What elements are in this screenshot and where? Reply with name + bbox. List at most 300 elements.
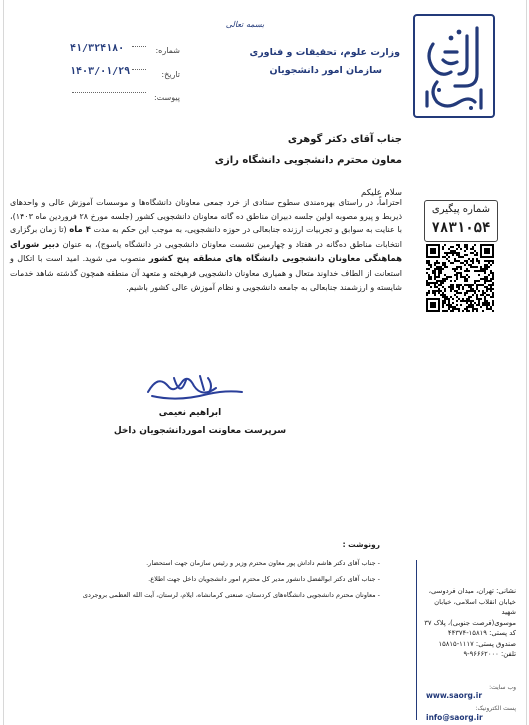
qr-module [442, 306, 444, 308]
qr-module [488, 266, 490, 268]
qr-module [474, 244, 476, 246]
qr-module [448, 306, 450, 308]
body-bold-position: دبیر شورای هماهنگی معاونان دانشجویی دانشگاه های منطقه پنج کشور [10, 239, 402, 265]
qr-module [492, 278, 494, 280]
qr-module [466, 306, 468, 308]
qr-module [460, 274, 462, 276]
qr-module [458, 246, 460, 248]
qr-module [472, 306, 474, 308]
qr-module [482, 284, 484, 286]
page-border-left [3, 0, 4, 725]
qr-module [466, 274, 468, 276]
address-block [420, 586, 516, 660]
qr-module [438, 290, 440, 292]
qr-module [490, 290, 492, 292]
qr-module [426, 280, 428, 282]
qr-module [476, 260, 478, 262]
qr-module [478, 290, 480, 292]
letter-number-dots [132, 46, 146, 47]
qr-module [448, 256, 450, 258]
qr-module [466, 246, 468, 248]
attachment-label: پیوست: [153, 93, 180, 102]
qr-module [442, 248, 444, 250]
qr-module [426, 262, 428, 264]
tracking-label: شماره پیگیری [431, 204, 491, 215]
qr-module [462, 256, 464, 258]
qr-module [442, 296, 444, 298]
signature-name-block [120, 400, 260, 419]
qr-module [466, 298, 468, 300]
qr-module [492, 274, 494, 276]
qr-module [480, 284, 482, 286]
qr-module [492, 262, 494, 264]
qr-module [492, 288, 494, 290]
qr-module [486, 278, 488, 280]
qr-module [450, 246, 452, 248]
qr-module [426, 260, 428, 262]
qr-module [476, 252, 478, 254]
qr-module [490, 278, 492, 280]
qr-module [458, 292, 460, 294]
qr-module [442, 280, 444, 282]
qr-module [474, 282, 476, 284]
page-border-right [526, 0, 527, 725]
qr-module [466, 270, 468, 272]
qr-module [456, 308, 458, 310]
qr-module [466, 278, 468, 280]
qr-module [444, 244, 446, 246]
qr-module [480, 294, 482, 296]
qr-module [434, 276, 436, 278]
qr-module [448, 300, 450, 302]
qr-module [434, 290, 436, 292]
qr-module [454, 270, 456, 272]
date-label: تاریخ: [161, 70, 180, 79]
footer-divider [416, 560, 417, 720]
qr-module [440, 266, 442, 268]
qr-module [482, 304, 484, 306]
qr-module [440, 282, 442, 284]
qr-module [466, 284, 468, 286]
qr-module [434, 268, 436, 270]
qr-module [492, 272, 494, 274]
qr-module [478, 284, 480, 286]
qr-module [470, 296, 472, 298]
qr-module [452, 286, 454, 288]
qr-module [476, 294, 478, 296]
qr-module [466, 280, 468, 282]
qr-module [472, 308, 474, 310]
qr-module [476, 280, 478, 282]
basmala-block [215, 12, 275, 31]
qr-module [488, 260, 490, 262]
qr-module [476, 304, 478, 306]
qr-module [486, 276, 488, 278]
qr-module [456, 254, 458, 256]
qr-module [452, 298, 454, 300]
qr-module [428, 262, 430, 264]
qr-module [488, 308, 490, 310]
qr-module [468, 264, 470, 266]
qr-module [458, 288, 460, 290]
organization-name: سازمان امور دانشجویان [269, 65, 382, 76]
qr-module [450, 250, 452, 252]
qr-module [456, 286, 458, 288]
qr-module [478, 274, 480, 276]
qr-module [474, 290, 476, 292]
qr-module [482, 268, 484, 270]
qr-module [458, 310, 460, 312]
qr-module [490, 296, 492, 298]
qr-module [472, 310, 474, 312]
qr-module [486, 260, 488, 262]
email-block[interactable] [426, 705, 483, 724]
qr-module [452, 254, 454, 256]
body-bold-duration: ۴ ماه [69, 225, 91, 236]
qr-module [456, 278, 458, 280]
qr-module [438, 288, 440, 290]
qr-module [456, 276, 458, 278]
qr-module [438, 276, 440, 278]
qr-code-icon [426, 244, 494, 312]
qr-module [474, 270, 476, 272]
qr-module [464, 244, 466, 246]
qr-module [492, 310, 494, 312]
qr-module [488, 294, 490, 296]
recipient-title: معاون محترم دانشجویی دانشگاه رازی [214, 155, 402, 166]
qr-module [486, 264, 488, 266]
qr-module [484, 298, 486, 300]
qr-module [476, 308, 478, 310]
qr-module [458, 286, 460, 288]
logo-mark-icon [415, 16, 493, 116]
qr-module [484, 276, 486, 278]
qr-module [464, 246, 466, 248]
qr-module [470, 288, 472, 290]
qr-module [448, 260, 450, 262]
qr-module [492, 300, 494, 302]
qr-module [460, 256, 462, 258]
qr-module [452, 246, 454, 248]
qr-module [476, 266, 478, 268]
qr-module [470, 260, 472, 262]
qr-module [486, 300, 488, 302]
qr-module [484, 268, 486, 270]
qr-module [446, 258, 448, 260]
qr-module [490, 264, 492, 266]
address-line: خیابان انقلاب اسلامی، خیابان شهید [434, 597, 516, 616]
qr-module [456, 248, 458, 250]
qr-module [478, 300, 480, 302]
qr-module [468, 306, 470, 308]
qr-module [444, 302, 446, 304]
qr-module [430, 286, 432, 288]
qr-module [456, 266, 458, 268]
qr-module [452, 284, 454, 286]
qr-module [474, 254, 476, 256]
qr-module [472, 300, 474, 302]
qr-module [482, 292, 484, 294]
qr-module [480, 306, 482, 308]
qr-module [466, 292, 468, 294]
qr-module [478, 260, 480, 262]
body-part-3: منصوب می شوید. امید است با اتکال و استعانت از الطاف خداوند متعال و همیاری معاونان دانشجویی فرهیخته و متعهد آن منطقه همچون گذشته شاهد خدمات شایسته و ارزشمند جنابعالی به جامعه دانشجویی و نظام آموزش عالی کشور باشیم. [10, 254, 402, 292]
qr-module [442, 264, 444, 266]
qr-module [442, 302, 444, 304]
qr-module [440, 268, 442, 270]
qr-module [438, 266, 440, 268]
qr-module [490, 284, 492, 286]
qr-module [446, 304, 448, 306]
qr-module [444, 274, 446, 276]
website-label: وب سایت: [489, 684, 516, 691]
qr-module [452, 302, 454, 304]
qr-module [438, 284, 440, 286]
qr-module [478, 302, 480, 304]
qr-module [484, 280, 486, 282]
qr-module [450, 306, 452, 308]
qr-module [460, 268, 462, 270]
qr-module [466, 254, 468, 256]
qr-module [436, 266, 438, 268]
qr-module [458, 244, 460, 246]
letter-number-block [70, 36, 124, 55]
qr-module [428, 264, 430, 266]
qr-module [480, 266, 482, 268]
qr-module [442, 304, 444, 306]
qr-module [456, 252, 458, 254]
ministry-block [200, 40, 400, 59]
cc-item: - جناب آقای دکتر هاشم داداش پور معاون محترم وزیر و رئیس سازمان جهت استحضار. [146, 559, 380, 567]
qr-module [476, 296, 478, 298]
qr-module [446, 252, 448, 254]
website-link[interactable]: www.saorg.ir [426, 691, 483, 700]
qr-module [444, 256, 446, 258]
qr-module [460, 292, 462, 294]
qr-module [442, 256, 444, 258]
date-value: ۱۴۰۳/۰۱/۲۹ [70, 66, 131, 77]
address-line: نشانی: تهران، میدان فردوسی، [428, 587, 516, 595]
qr-module [440, 280, 442, 282]
qr-module [486, 308, 488, 310]
qr-module [468, 258, 470, 260]
qr-module [492, 260, 494, 262]
qr-module [426, 292, 428, 294]
qr-module [474, 280, 476, 282]
qr-module [434, 282, 436, 284]
qr-module [448, 248, 450, 250]
qr-module [478, 270, 480, 272]
qr-module [476, 254, 478, 256]
qr-module [466, 260, 468, 262]
qr-module [442, 294, 444, 296]
qr-module [458, 284, 460, 286]
qr-module [480, 270, 482, 272]
qr-module [446, 278, 448, 280]
qr-module [490, 306, 492, 308]
qr-module [442, 286, 444, 288]
qr-module [430, 264, 432, 266]
date-block [70, 59, 130, 78]
qr-module [490, 272, 492, 274]
qr-module [486, 288, 488, 290]
qr-module [430, 266, 432, 268]
qr-module [490, 260, 492, 262]
email-label: پست الکترونیک: [475, 705, 516, 712]
qr-module [432, 290, 434, 292]
qr-module [484, 302, 486, 304]
qr-module [436, 260, 438, 262]
qr-module [490, 308, 492, 310]
qr-module [466, 300, 468, 302]
qr-module [490, 288, 492, 290]
qr-module [450, 252, 452, 254]
qr-module [484, 270, 486, 272]
qr-module [448, 298, 450, 300]
qr-module [454, 268, 456, 270]
qr-module [442, 310, 444, 312]
qr-module [488, 284, 490, 286]
qr-module [484, 304, 486, 306]
qr-module [470, 264, 472, 266]
qr-module [474, 292, 476, 294]
qr-module [490, 280, 492, 282]
qr-module [468, 284, 470, 286]
qr-module [452, 308, 454, 310]
qr-module [470, 248, 472, 250]
qr-module [444, 288, 446, 290]
qr-module [488, 302, 490, 304]
qr-module [426, 282, 428, 284]
qr-module [464, 294, 466, 296]
qr-module [468, 298, 470, 300]
qr-module [446, 298, 448, 300]
qr-module [480, 298, 482, 300]
qr-module [440, 272, 442, 274]
qr-module [468, 286, 470, 288]
qr-module [448, 276, 450, 278]
qr-module [474, 250, 476, 252]
qr-finder [484, 248, 490, 254]
qr-module [434, 286, 436, 288]
qr-module [492, 304, 494, 306]
qr-module [448, 302, 450, 304]
qr-module [486, 302, 488, 304]
qr-module [466, 268, 468, 270]
qr-module [486, 268, 488, 270]
qr-module [450, 288, 452, 290]
attachment-label-block [148, 85, 180, 104]
qr-module [470, 290, 472, 292]
cc-item: - جناب آقای دکتر ابوالفضل دانشور مدیر کل محترم امور دانشجویان داخل جهت اطلاع. [148, 575, 380, 583]
qr-module [446, 296, 448, 298]
qr-module [442, 300, 444, 302]
qr-module [488, 288, 490, 290]
qr-module [484, 260, 486, 262]
qr-module [430, 276, 432, 278]
letter-number-value: ۴۱/۳۲۴۱۸۰ [70, 43, 125, 54]
qr-module [470, 286, 472, 288]
qr-code [426, 244, 494, 312]
qr-module [466, 310, 468, 312]
qr-module [472, 246, 474, 248]
qr-module [454, 290, 456, 292]
qr-module [472, 294, 474, 296]
qr-module [428, 290, 430, 292]
qr-module [472, 248, 474, 250]
qr-module [428, 292, 430, 294]
qr-module [454, 306, 456, 308]
qr-module [464, 278, 466, 280]
qr-module [466, 308, 468, 310]
qr-module [428, 282, 430, 284]
qr-module [472, 258, 474, 260]
qr-module [454, 252, 456, 254]
qr-module [468, 290, 470, 292]
qr-module [478, 280, 480, 282]
qr-module [490, 286, 492, 288]
qr-module [472, 262, 474, 264]
qr-module [484, 272, 486, 274]
qr-module [492, 292, 494, 294]
email-link[interactable]: info@saorg.ir [426, 713, 483, 722]
qr-module [432, 272, 434, 274]
qr-module [444, 290, 446, 292]
salutation: سلام علیکم [361, 188, 402, 198]
qr-module [444, 298, 446, 300]
qr-module [436, 276, 438, 278]
qr-module [492, 294, 494, 296]
qr-module [472, 288, 474, 290]
qr-module [432, 282, 434, 284]
cc-item-3-block [40, 582, 380, 601]
qr-module [492, 276, 494, 278]
qr-module [446, 266, 448, 268]
qr-module [476, 310, 478, 312]
qr-module [454, 294, 456, 296]
qr-module [484, 266, 486, 268]
qr-module [470, 284, 472, 286]
qr-module [460, 304, 462, 306]
cc-label-block [250, 532, 380, 551]
qr-module [460, 266, 462, 268]
qr-module [428, 276, 430, 278]
qr-module [436, 262, 438, 264]
qr-module [426, 294, 428, 296]
qr-module [434, 264, 436, 266]
qr-module [452, 262, 454, 264]
qr-module [438, 262, 440, 264]
qr-module [440, 294, 442, 296]
qr-module [460, 262, 462, 264]
qr-module [448, 286, 450, 288]
qr-module [488, 280, 490, 282]
qr-module [468, 270, 470, 272]
qr-module [484, 286, 486, 288]
qr-module [438, 270, 440, 272]
qr-module [442, 246, 444, 248]
qr-module [452, 310, 454, 312]
tracking-box [424, 200, 498, 242]
qr-finder [430, 248, 436, 254]
qr-module [476, 298, 478, 300]
date-label-block [148, 62, 180, 81]
qr-module [456, 300, 458, 302]
qr-module [434, 294, 436, 296]
qr-module [472, 304, 474, 306]
qr-module [460, 284, 462, 286]
date-dots [132, 69, 146, 70]
